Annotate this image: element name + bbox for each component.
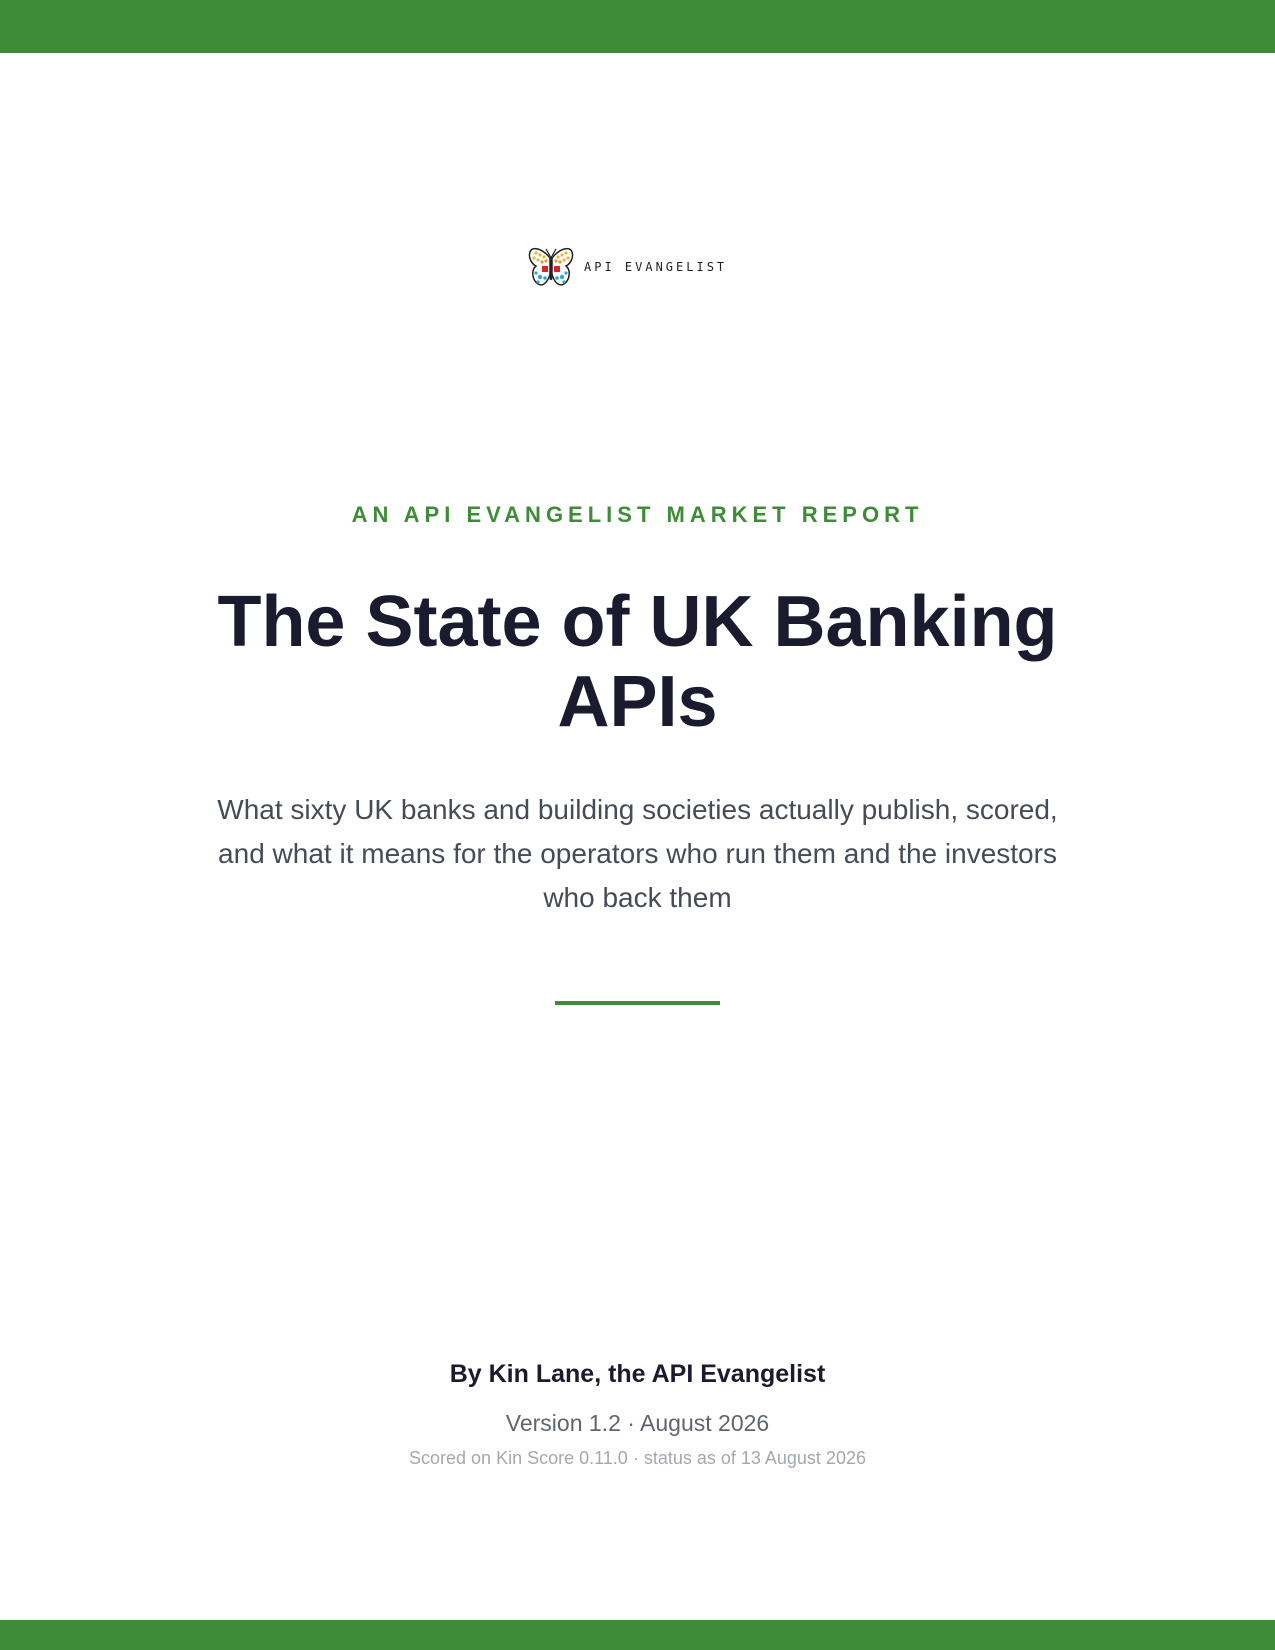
version-line: Version 1.2 · August 2026	[505, 1410, 770, 1436]
butterfly-icon	[528, 246, 574, 288]
report-subtitle: What sixty UK banks and building societies actually publish, scored, and what it means for the operators who run them and the investors who back them	[217, 794, 1058, 913]
author-byline: By Kin Lane, the API Evangelist	[449, 1360, 826, 1388]
top-accent-band	[0, 0, 1275, 53]
divider	[555, 1001, 720, 1005]
report-eyebrow: AN API EVANGELIST MARKET REPORT	[351, 502, 924, 527]
scoring-note: Scored on Kin Score 0.11.0 · status as of 13 August 2026	[409, 1448, 866, 1468]
page-title: The State of UK Banking APIs	[217, 582, 1058, 742]
api-evangelist-logo	[528, 246, 727, 288]
logo-wordmark: API EVANGELIST	[584, 260, 728, 274]
bottom-accent-band	[0, 1620, 1275, 1650]
